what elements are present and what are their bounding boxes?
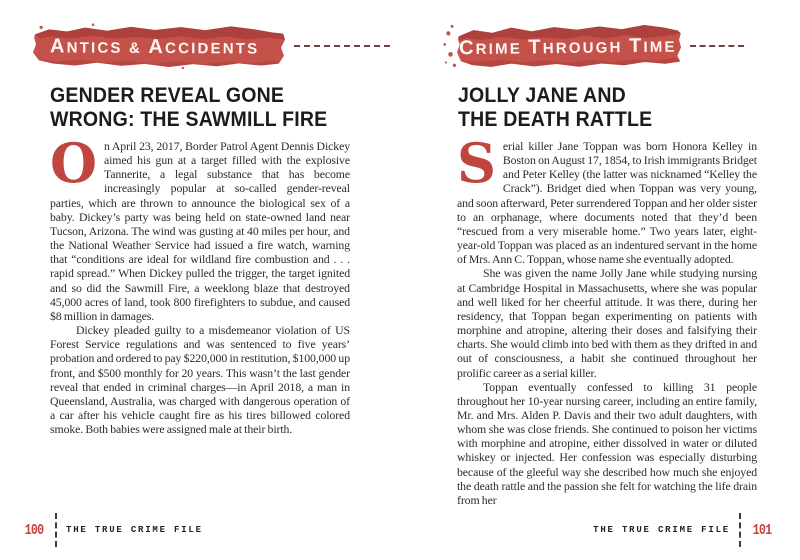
section-banner-row — [442, 23, 744, 69]
article-paragraph — [457, 131, 757, 267]
drop-cap: S — [457, 131, 496, 195]
banner-label: CRIME THROUGH TIME — [458, 34, 677, 59]
dashed-rule — [294, 45, 390, 47]
footer-dashed-divider — [55, 513, 57, 547]
book-title: THE TRUE CRIME FILE — [593, 525, 730, 535]
article-paragraph — [50, 131, 350, 323]
article-title — [50, 84, 327, 131]
article-title — [458, 84, 652, 131]
page-number: 100 — [24, 521, 44, 539]
article-title-line1: JOLLY JANE AND — [458, 84, 626, 107]
article-body — [50, 131, 350, 437]
dashed-rule — [690, 45, 744, 47]
section-banner — [33, 22, 285, 69]
section-banner-row — [33, 23, 390, 69]
article-paragraph: She was given the name Jolly Jane while studying nursing at Cambridge Hospital in Massachusetts, where she was popular and well liked for her cheerful attitude. It was there, during her residency, that Toppan began experimenting on patients with morphine and atropine, altering their doses and falsifying their charts. She would climb into bed with them as they drifted in and out of consciousness, a habit she continued throughout her prolific career as a serial killer. — [457, 266, 757, 380]
article-body — [457, 131, 757, 507]
page-number: 101 — [752, 521, 772, 539]
article-title-line2: THE DEATH RATTLE — [458, 107, 653, 131]
article-title-line1: GENDER REVEAL GONE — [50, 84, 285, 107]
section-banner — [442, 22, 682, 71]
banner-label: ANTICS & ACCIDENTS — [49, 34, 260, 58]
article-paragraph: Toppan eventually confessed to killing 31 people throughout her 10-year nursing career, including an entire family, Mr. and Mrs. Alden P. Davis and their two adult daughters, with whom she was close friends. She continued to poison her victims with morphine and atropine, either dissolved in water or diluted whiskey or injected. Her confession was especially disturbing because of the gleeful way she described how much she enjoyed the death rattle and the passion she felt for watching the life drain from her — [457, 379, 757, 507]
paragraph-text: n April 23, 2017, Border Patrol Agent Dennis Dickey aimed his gun at a target filled with the explosive Tannerite, a legal substance that has become increasingly popular at so-called gender-reveal parties, which are thrown to announce the biological sex of a baby. Dickey’s party was being held on state-owned land near Tucson, Arizona. The wind was gusting at 40 miles per hour, and the National Weather Service had issued a fire watch, warning that “conditions are ideal for wildland fire combustion and . . . rapid spread.” When Dickey pulled the trigger, the target ignited and so did the Sawmill Fire, a weeklong blaze that destroyed 45,000 acres of land, took 800 firefighters to subdue, and caused $8 million in damages. — [50, 139, 350, 323]
footer-dashed-divider — [739, 513, 741, 547]
paragraph-text: erial killer Jane Toppan was born Honora Kelley in Boston on August 17, 1854, to Irish immigrants Bridget and Peter Kelley (the latter was nicknamed “Kelley the Crack”). Bridget died when Toppan was very young, and soon afterward, Peter surrendered Toppan and her older sister to an orphanage, where documents noted that they’d been “rescued from a very miserable home.” Two years later, eight-year-old Toppan was placed as an indentured servant in the home of Mrs. Ann C. Toppan, whose name she eventually adopted. — [457, 139, 757, 267]
page-footer-left — [22, 513, 203, 547]
article-title-line2: WRONG: THE SAWMILL FIRE — [50, 107, 328, 131]
drop-cap: O — [50, 131, 97, 195]
article-paragraph: Dickey pleaded guilty to a misdemeanor violation of US Forest Service regulations and was sentenced to five years’ probation and ordered to pay $220,000 in restitution, $100,000 up front, and $500 monthly for 20 years. This wasn’t the last gender reveal that ended in criminal charges—in April 2018, a man in Queensland, Australia, was charged with dangerous operation of a car after his vehicle caught fire as his tires billowed colored smoke. Both babies were assigned male at their birth. — [50, 323, 350, 437]
page-right — [400, 0, 800, 560]
page-footer-right — [593, 513, 774, 547]
book-title: THE TRUE CRIME FILE — [66, 525, 203, 535]
